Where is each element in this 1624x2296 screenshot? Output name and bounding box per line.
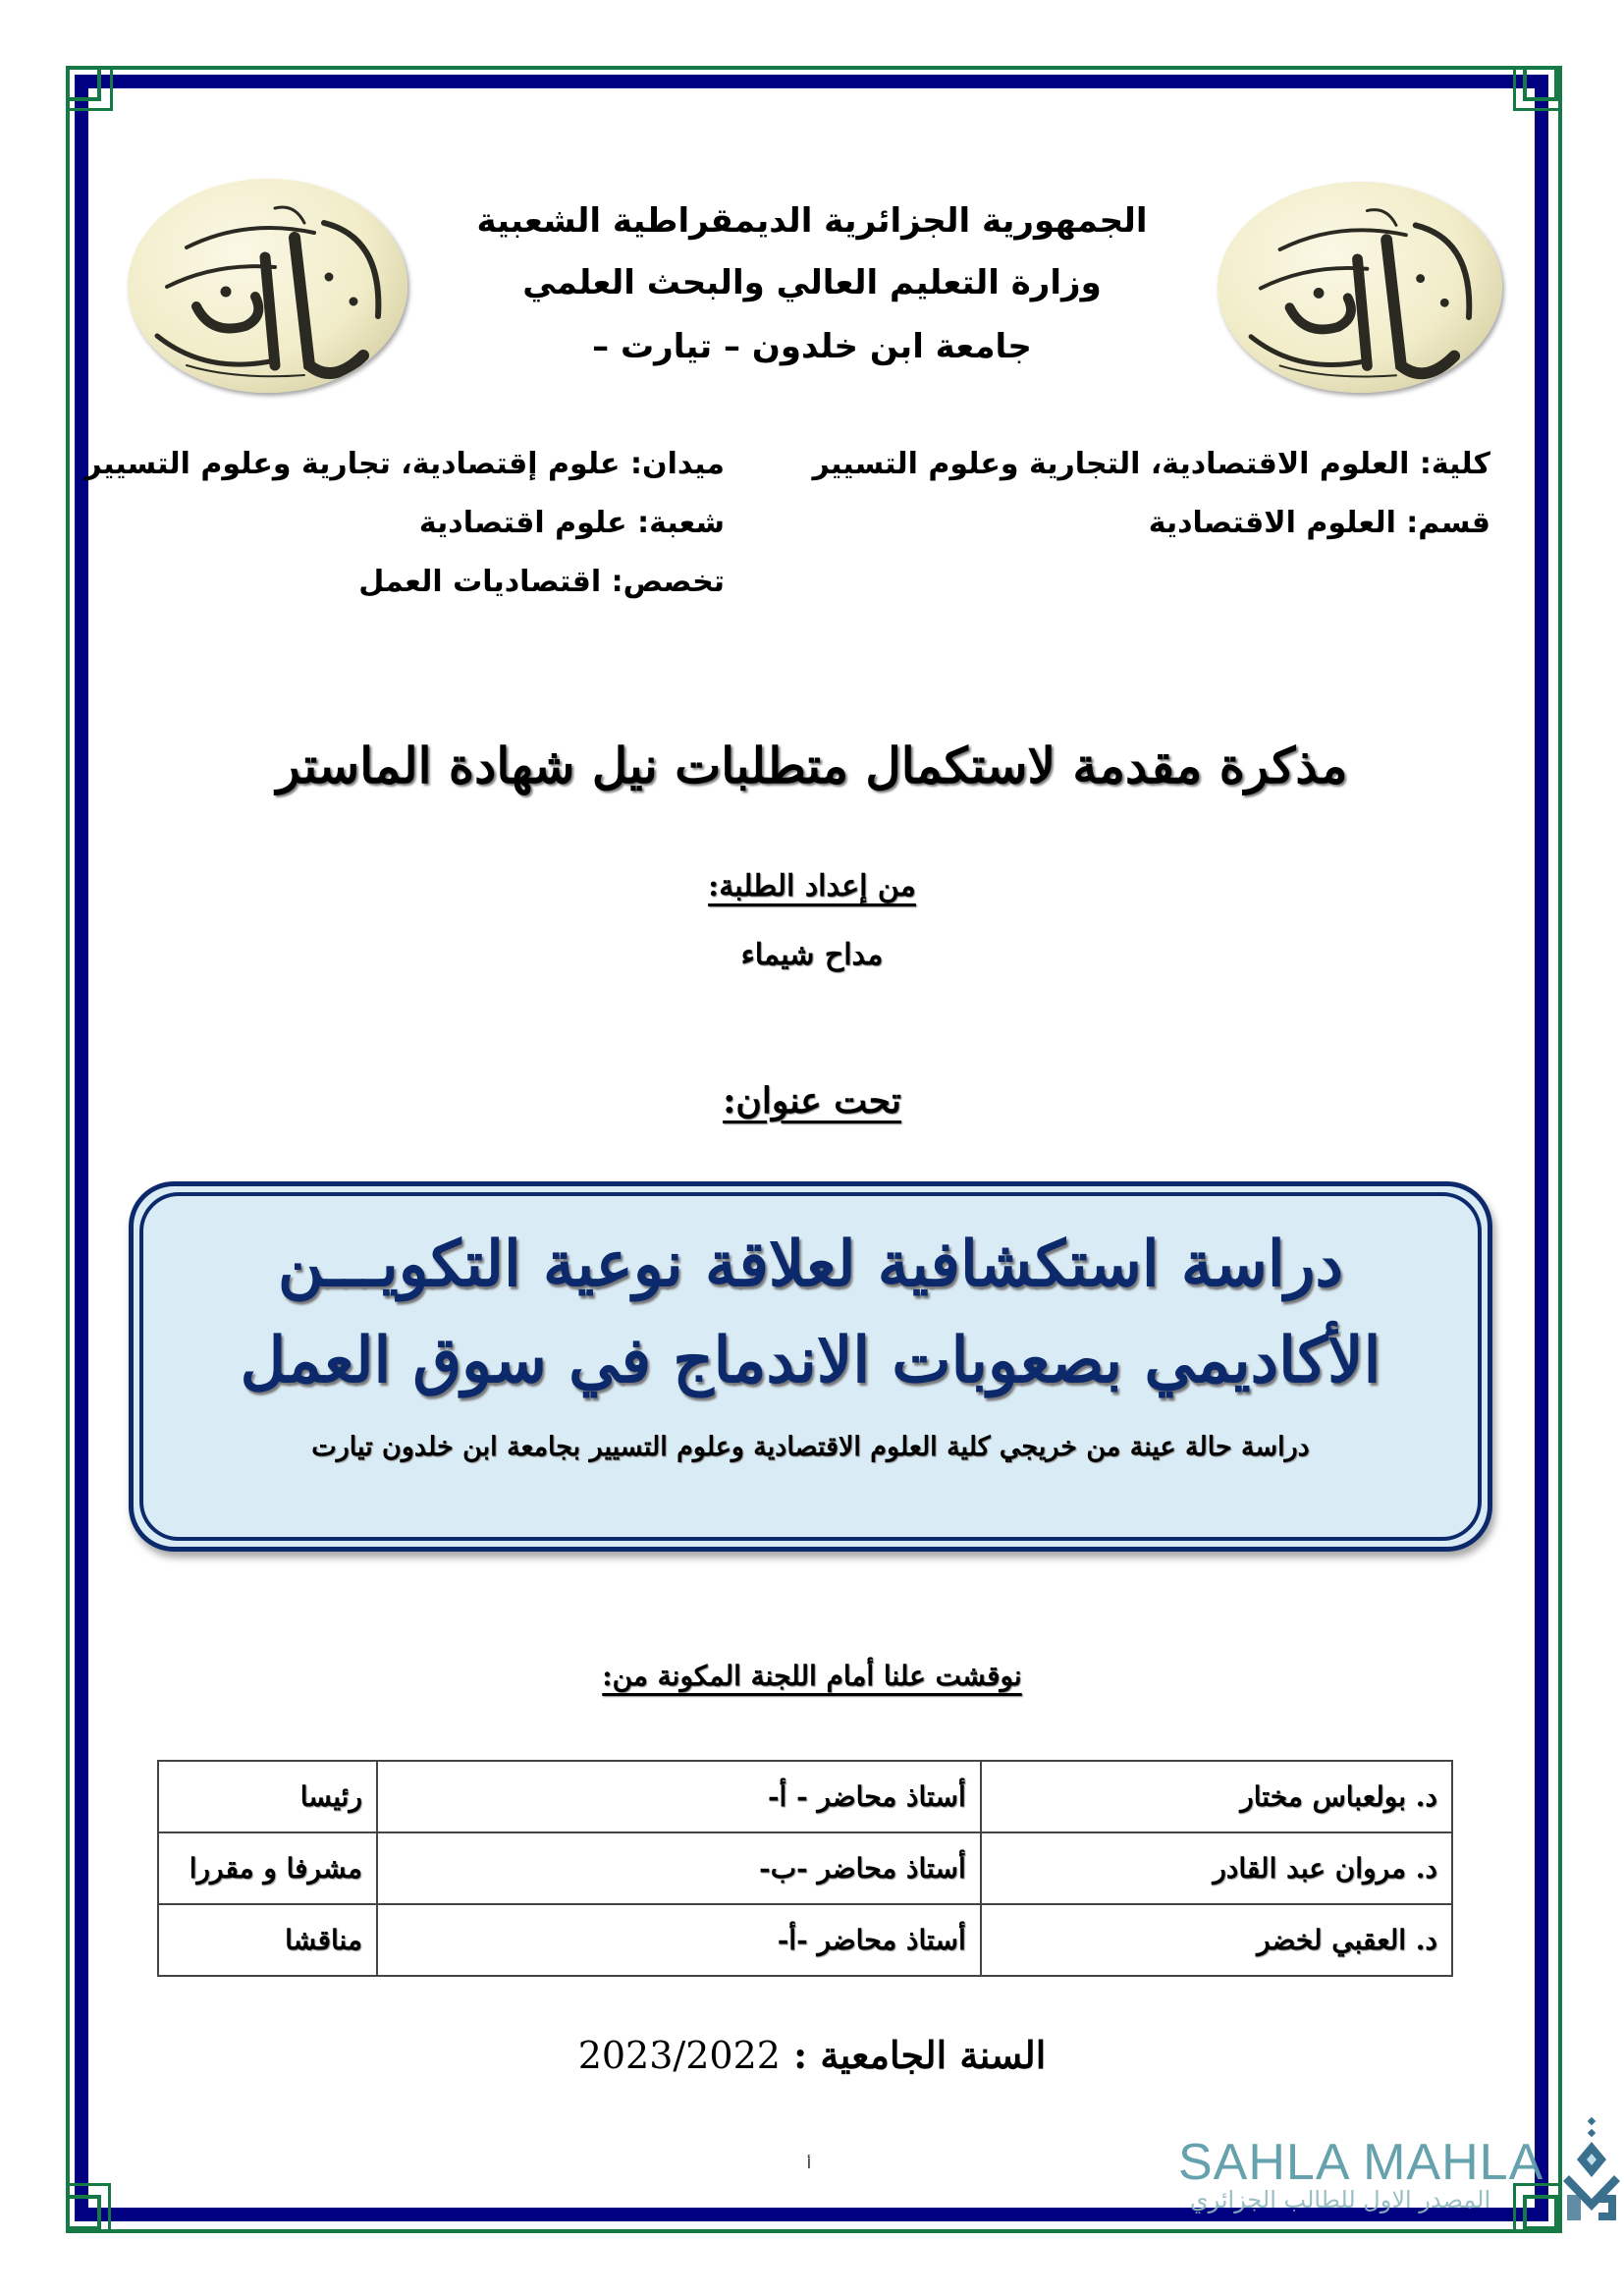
academic-year xyxy=(0,2033,1624,2077)
committee-heading-text: نوقشت علنا أمام اللجنة المكونة من: xyxy=(602,1660,1022,1692)
page-number: أ xyxy=(807,2157,811,2172)
header-ministry: وزارة التعليم العالي والبحث العلمي xyxy=(522,263,1102,302)
prepared-by-label xyxy=(0,869,1624,903)
thesis-subtitle: دراسة حالة عينة من خريجي كلية العلوم الاقتصادية وعلوم التسيير بجامعة ابن خلدون تيارت xyxy=(311,1432,1310,1462)
academic-year-label: السنة الجامعية : xyxy=(793,2033,1047,2077)
academic-year-value: 2023/2022 xyxy=(577,2034,781,2077)
thesis-title-line2: الأكاديمي بصعوبات الاندماج في سوق العمل xyxy=(240,1324,1381,1397)
table-row xyxy=(158,1832,1452,1904)
border-blue-top xyxy=(75,75,1548,88)
header-university: جامعة ابن خلدون – تيارت – xyxy=(592,327,1032,366)
member-role: مشرفا و مقررا xyxy=(158,1832,377,1904)
thesis-title-box xyxy=(129,1181,1492,1552)
faculty-label: كلية: العلوم الاقتصادية، التجارية وعلوم التسيير xyxy=(812,447,1490,481)
header-republic: الجمهورية الجزائرية الديمقراطية الشعبية xyxy=(476,201,1148,241)
watermark-subtitle: المصدر الاول للطالب الجزائري xyxy=(1189,2186,1491,2214)
member-rank: أستاذ محاضر -ب- xyxy=(377,1832,981,1904)
branch-label: شعبة: علوم اقتصادية xyxy=(418,506,725,540)
corner-ornament-tl-2 xyxy=(66,66,113,111)
member-name: د. مروان عبد القادر xyxy=(981,1832,1452,1904)
department-label: قسم: العلوم الاقتصادية xyxy=(1148,506,1490,540)
member-role: مناقشا xyxy=(158,1904,377,1976)
student-name: مداح شيماء xyxy=(740,938,884,972)
corner-ornament-bl-2 xyxy=(66,2183,111,2232)
under-title-label xyxy=(0,1080,1624,1121)
table-row xyxy=(158,1761,1452,1832)
member-rank: أستاذ محاضر - أ- xyxy=(377,1761,981,1832)
under-title-text: تحت عنوان: xyxy=(723,1080,901,1121)
border-blue-right xyxy=(1535,75,1548,2221)
specialty-label: تخصص: اقتصاديات العمل xyxy=(358,565,725,599)
corner-ornament-tr-2 xyxy=(1513,66,1562,111)
member-name: د. العقبي لخضر xyxy=(981,1904,1452,1976)
table-row xyxy=(158,1904,1452,1976)
memo-title: مذكرة مقدمة لاستكمال متطلبات نيل شهادة الماستر xyxy=(276,737,1348,794)
member-name: د. بولعباس مختار xyxy=(981,1761,1452,1832)
field-label: ميدان: علوم إقتصادية، تجارية وعلوم التسيير xyxy=(84,447,725,481)
sahla-mahla-logo-icon xyxy=(1559,2116,1624,2224)
member-rank: أستاذ محاضر -أ- xyxy=(377,1904,981,1976)
member-role: رئيسا xyxy=(158,1761,377,1832)
border-blue-left xyxy=(75,75,88,2221)
watermark-title: SAHLA MAHLA xyxy=(1178,2134,1544,2191)
committee-table xyxy=(157,1760,1453,1977)
committee-heading xyxy=(0,1660,1624,1692)
thesis-title-line1: دراسة استكشافية لعلاقة نوعية التكويـــن xyxy=(277,1228,1344,1301)
prepared-by-text: من إعداد الطلبة: xyxy=(708,869,916,903)
